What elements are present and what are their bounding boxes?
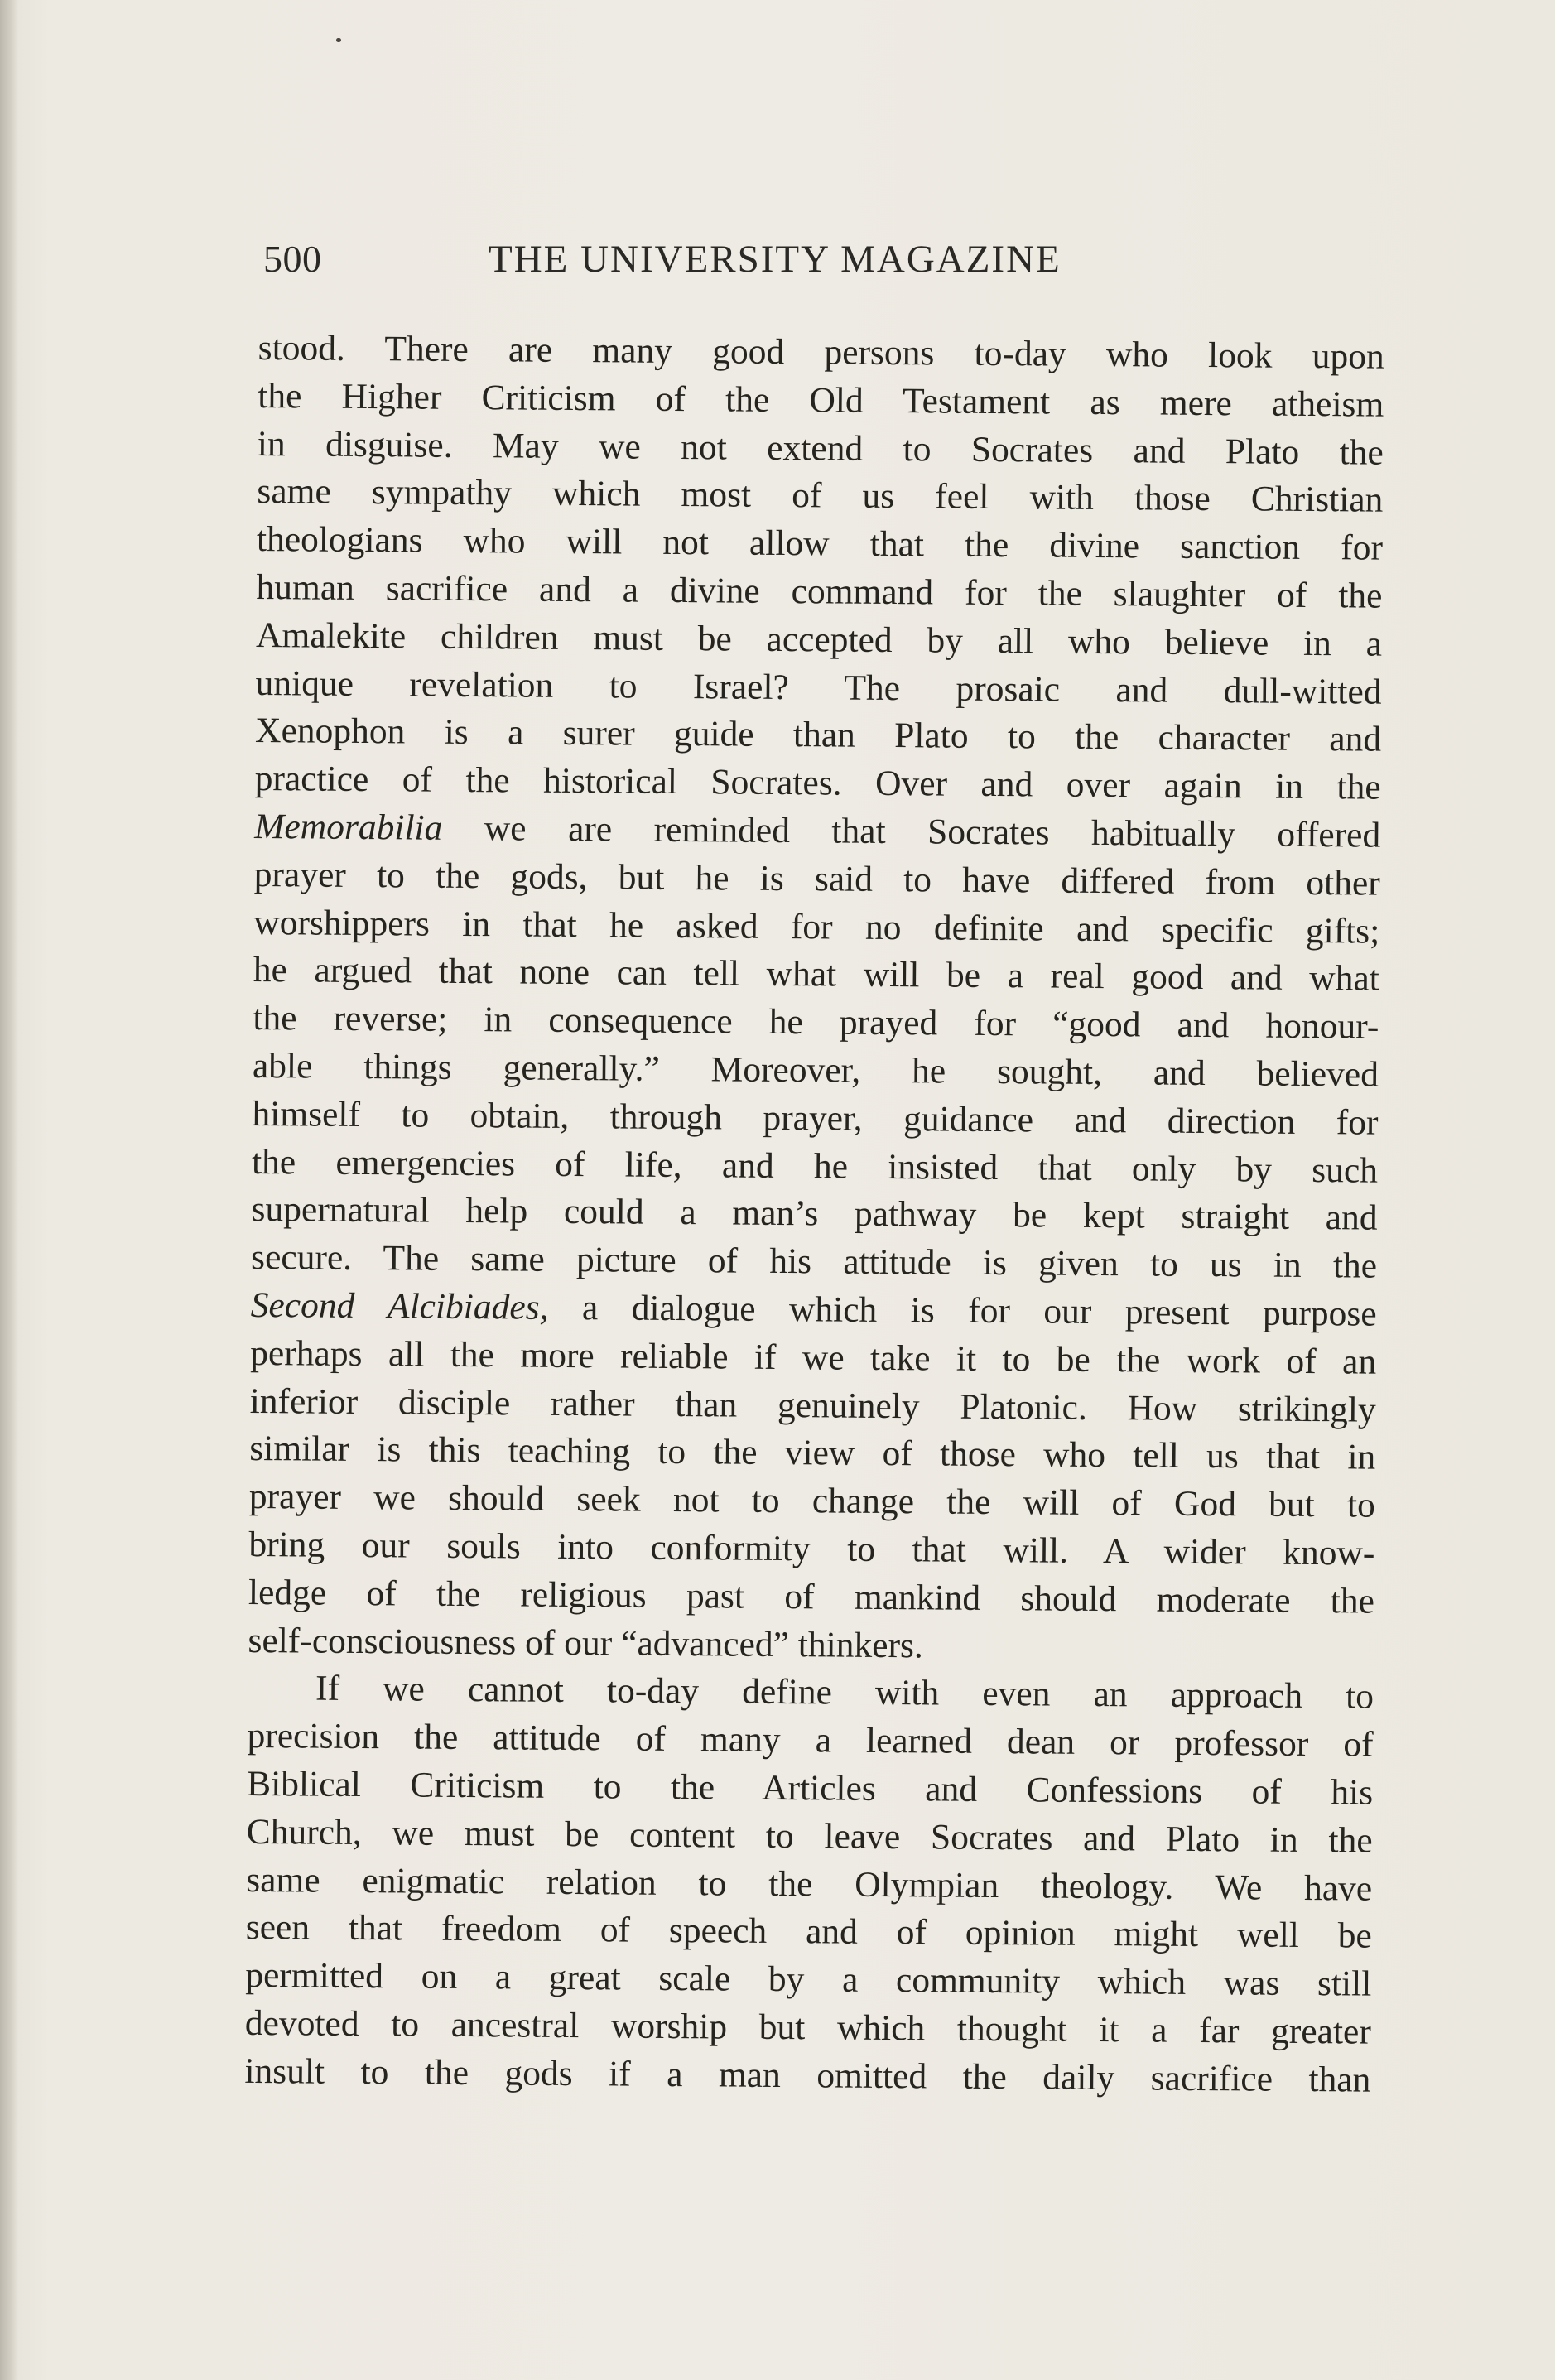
text-line: he argued that none can tell what will be a real good and what	[253, 950, 1380, 1000]
paragraph-2	[244, 1665, 1374, 2104]
text-line: insult to the gods if a man omitted the daily sacrifice than	[244, 2050, 1371, 2100]
work-title-second-alcibiades: Second Alcibiades,	[250, 1284, 549, 1327]
text-line: stood. There are many good persons to-day who look upon	[258, 327, 1384, 377]
text-line: in disguise. May we not extend to Socrates and Plato the	[257, 423, 1384, 473]
text-line: prayer to the gods, but he is said to have differed from other	[253, 854, 1380, 903]
text-line: bring our souls into conformity to that will. A wider know-	[248, 1524, 1375, 1573]
text-line: self-consciousness of our “advanced” thinkers.	[248, 1620, 924, 1665]
text-line: similar is this teaching to the view of those who tell us that in	[249, 1428, 1376, 1477]
text-line: Xenophon is a surer guide than Plato to the character and	[254, 711, 1382, 760]
text-line: If we cannot to-day define with even an approach to	[315, 1668, 1374, 1717]
text-line: the Higher Criticism of the Old Testament as mere atheism	[258, 375, 1384, 425]
text-line: able things generally.” Moreover, he sought, and believed	[252, 1045, 1379, 1095]
text-line: worshippers in that he asked for no definite and specific gifts;	[253, 902, 1380, 952]
running-title: THE UNIVERSITY MAGAZINE	[489, 238, 1062, 281]
body-text	[244, 325, 1384, 2104]
text-line: supernatural help could a man’s pathway be kept straight and	[251, 1189, 1378, 1238]
text-line: practice of the historical Socrates. Over and over again in the	[254, 759, 1381, 807]
page-binding-edge	[0, 0, 18, 2380]
text-line: himself to obtain, through prayer, guidance and direction for	[252, 1093, 1379, 1143]
text-line: unique revelation to Israel? The prosaic and dull-witted	[255, 662, 1382, 712]
text-line: Amalekite children must be accepted by all who believe in a	[255, 614, 1383, 664]
text-line: Biblical Criticism to the Articles and Confessions of his	[246, 1763, 1374, 1813]
text-line	[254, 803, 1380, 860]
text-line: the emergencies of life, and he insisted that only by such	[251, 1141, 1379, 1191]
text-line: the reverse; in consequence he prayed for “good and honour-	[253, 998, 1379, 1047]
text-line-rest: a dialogue which is for our present purpose	[548, 1287, 1377, 1334]
text-line: secure. The same picture of his attitude is given to us in the	[250, 1237, 1378, 1286]
text-line: devoted to ancestral worship but which thought it a far greater	[244, 2002, 1372, 2052]
text-line: human sacrifice and a divine command for the slaughter of the	[256, 566, 1383, 616]
text-line: ledge of the religious past of mankind should moderate the	[248, 1572, 1375, 1621]
text-line: permitted on a great scale by a community which was still	[245, 1955, 1372, 2004]
print-speck	[336, 38, 341, 42]
text-line	[250, 1282, 1376, 1338]
text-line: perhaps all the more reliable if we take it to be the work of an	[250, 1332, 1377, 1382]
text-line: same sympathy which most of us feel with those Christian	[257, 471, 1384, 521]
text-line: seen that freedom of speech and of opinion might well be	[245, 1907, 1372, 1956]
text-line-rest: we are reminded that Socrates habitually offered	[442, 807, 1381, 855]
text-line: theologians who will not allow that the divine sanction for	[256, 519, 1384, 568]
work-title-memorabilia: Memorabilia	[254, 806, 443, 848]
text-line: prayer we should seek not to change the will of God but to	[248, 1477, 1376, 1525]
text-line: precision the attitude of many a learned dean or professor of	[247, 1716, 1374, 1765]
text-line: Church, we must be content to leave Socrates and Plato in the	[246, 1811, 1373, 1861]
running-head	[263, 237, 1182, 295]
text-line: same enigmatic relation to the Olympian theology. We have	[246, 1859, 1373, 1909]
text-line: inferior disciple rather than genuinely Platonic. How strikingly	[249, 1380, 1376, 1430]
page-number: 500	[263, 238, 322, 280]
paragraph-1	[248, 325, 1384, 1674]
